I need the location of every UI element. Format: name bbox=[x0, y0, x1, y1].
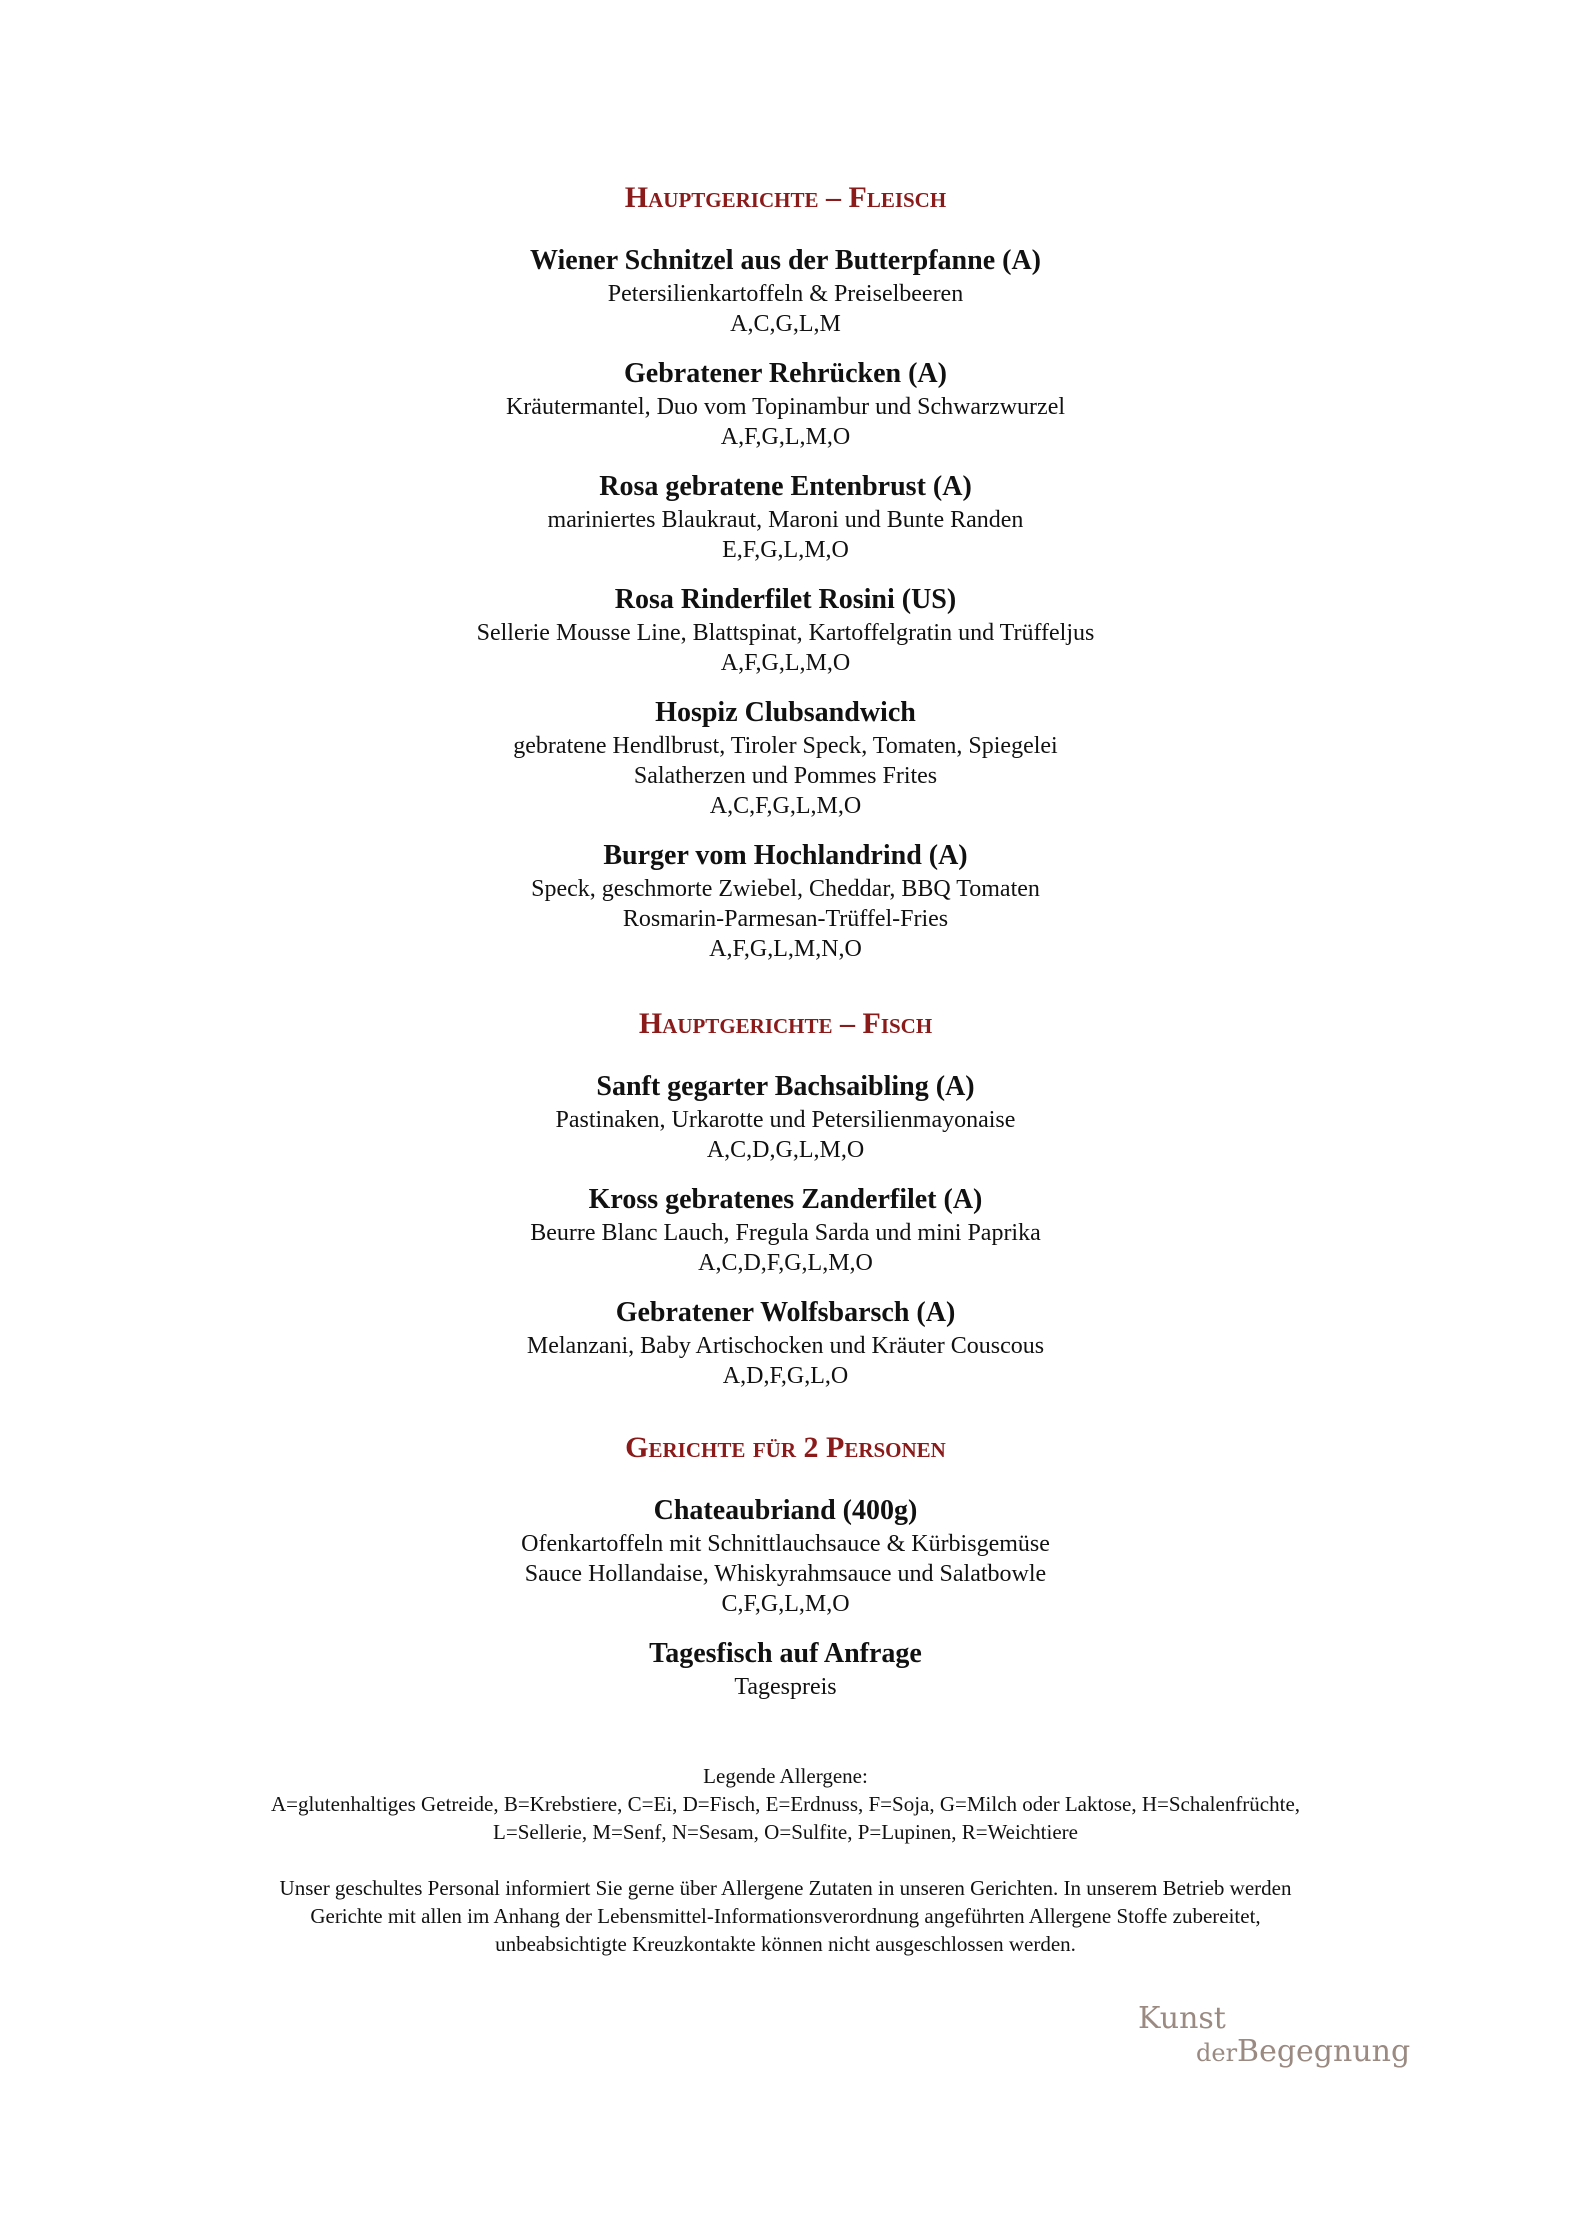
notice-line: Gerichte mit allen im Anhang der Lebensmittel-Informationsverordnung angeführten Allergene Stoffe zubereitet, bbox=[310, 1904, 1261, 1928]
section-zwei-personen bbox=[0, 1428, 1571, 1702]
dish-description: Speck, geschmorte Zwiebel, Cheddar, BBQ Tomaten bbox=[531, 876, 1040, 902]
dish-name: Wiener Schnitzel aus der Butterpfanne (A) bbox=[530, 245, 1041, 276]
dish-description: Salatherzen und Pommes Frites bbox=[633, 763, 938, 789]
dish-name: Tagesfisch auf Anfrage bbox=[649, 1638, 922, 1669]
dish-list bbox=[0, 243, 1571, 964]
legend-line: L=Sellerie, M=Senf, N=Sesam, O=Sulfite, P=Lupinen, R=Weichtiere bbox=[493, 1820, 1078, 1844]
logo-word-der: der bbox=[1196, 2039, 1238, 2067]
dish-allergens: A,C,G,L,M bbox=[730, 311, 841, 337]
dish-description: Ofenkartoffeln mit Schnittlauchsauce & Kürbisgemüse bbox=[521, 1531, 1050, 1557]
brand-logo bbox=[1138, 2003, 1410, 2073]
dish-allergens: A,C,F,G,L,M,O bbox=[709, 793, 862, 819]
dish-item bbox=[0, 838, 1571, 964]
dish-description: gebratene Hendlbrust, Tiroler Speck, Tomaten, Spiegelei bbox=[513, 733, 1058, 759]
dish-name: Chateaubriand (400g) bbox=[653, 1495, 918, 1526]
dish-allergens: A,F,G,L,M,N,O bbox=[709, 936, 862, 962]
dish-allergens: A,F,G,L,M,O bbox=[720, 650, 851, 676]
section-title: Hauptgerichte – Fleisch bbox=[624, 181, 947, 214]
dish-description: Rosmarin-Parmesan-Trüffel-Fries bbox=[622, 906, 949, 932]
legend-line: A=glutenhaltiges Getreide, B=Krebstiere, C=Ei, D=Fisch, E=Erdnuss, F=Soja, G=Milch oder Laktose, H=Schalenfrüchte, bbox=[270, 1792, 1301, 1816]
dish-description: Pastinaken, Urkarotte und Petersilienmayonaise bbox=[555, 1107, 1016, 1133]
dish-name: Hospiz Clubsandwich bbox=[655, 697, 916, 728]
dish-name: Gebratener Rehrücken (A) bbox=[624, 358, 947, 389]
allergen-legend bbox=[0, 1762, 1571, 1958]
dish-item bbox=[0, 1636, 1571, 1702]
section-fleisch bbox=[0, 178, 1571, 964]
dish-item bbox=[0, 1295, 1571, 1391]
dish-description: Sauce Hollandaise, Whiskyrahmsauce und Salatbowle bbox=[524, 1561, 1047, 1587]
logo-line-begegnung bbox=[1196, 2035, 1410, 2073]
section-title: Hauptgerichte – Fisch bbox=[638, 1007, 933, 1040]
dish-allergens: E,F,G,L,M,O bbox=[722, 537, 849, 563]
dish-allergens: A,C,D,G,L,M,O bbox=[706, 1137, 865, 1163]
dish-description: Kräutermantel, Duo vom Topinambur und Schwarzwurzel bbox=[505, 394, 1066, 420]
dish-name: Burger vom Hochlandrind (A) bbox=[603, 840, 968, 871]
notice-line: unbeabsichtigte Kreuzkontakte können nicht ausgeschlossen werden. bbox=[495, 1932, 1076, 1956]
dish-allergens: A,C,D,F,G,L,M,O bbox=[698, 1250, 873, 1276]
dish-list bbox=[0, 1069, 1571, 1391]
dish-name: Gebratener Wolfsbarsch (A) bbox=[615, 1297, 956, 1328]
notice-line: Unser geschultes Personal informiert Sie gerne über Allergene Zutaten in unseren Gerichten. In unserem Betrieb werden bbox=[279, 1876, 1292, 1900]
dish-name: Sanft gegarter Bachsaibling (A) bbox=[596, 1071, 975, 1102]
dish-list bbox=[0, 1493, 1571, 1702]
dish-item bbox=[0, 695, 1571, 821]
dish-item bbox=[0, 356, 1571, 452]
dish-description: Tagespreis bbox=[734, 1674, 837, 1700]
section-fisch bbox=[0, 1004, 1571, 1391]
dish-description: Sellerie Mousse Line, Blattspinat, Kartoffelgratin und Trüffeljus bbox=[476, 620, 1095, 646]
dish-description: Melanzani, Baby Artischocken und Kräuter Couscous bbox=[526, 1333, 1045, 1359]
menu-content bbox=[0, 178, 1571, 1702]
dish-item bbox=[0, 243, 1571, 339]
dish-description: Beurre Blanc Lauch, Fregula Sarda und mini Paprika bbox=[530, 1220, 1041, 1246]
dish-name: Rosa Rinderfilet Rosini (US) bbox=[614, 584, 957, 615]
dish-name: Rosa gebratene Entenbrust (A) bbox=[599, 471, 972, 502]
dish-description: mariniertes Blaukraut, Maroni und Bunte Randen bbox=[547, 507, 1024, 533]
dish-item bbox=[0, 1493, 1571, 1619]
dish-item bbox=[0, 582, 1571, 678]
dish-allergens: A,F,G,L,M,O bbox=[720, 424, 851, 450]
dish-item bbox=[0, 1182, 1571, 1278]
logo-word-begegnung: Begegnung bbox=[1237, 2034, 1411, 2069]
section-title: Gerichte für 2 Personen bbox=[625, 1431, 946, 1464]
dish-description: Petersilienkartoffeln & Preiselbeeren bbox=[607, 281, 964, 307]
dish-name: Kross gebratenes Zanderfilet (A) bbox=[588, 1184, 983, 1215]
legend-title: Legende Allergene: bbox=[703, 1764, 868, 1788]
dish-allergens: A,D,F,G,L,O bbox=[722, 1363, 849, 1389]
dish-item bbox=[0, 469, 1571, 565]
allergen-notice bbox=[0, 1874, 1571, 1958]
dish-item bbox=[0, 1069, 1571, 1165]
logo-line-kunst: Kunst bbox=[1138, 2001, 1226, 2036]
dish-allergens: C,F,G,L,M,O bbox=[721, 1591, 850, 1617]
